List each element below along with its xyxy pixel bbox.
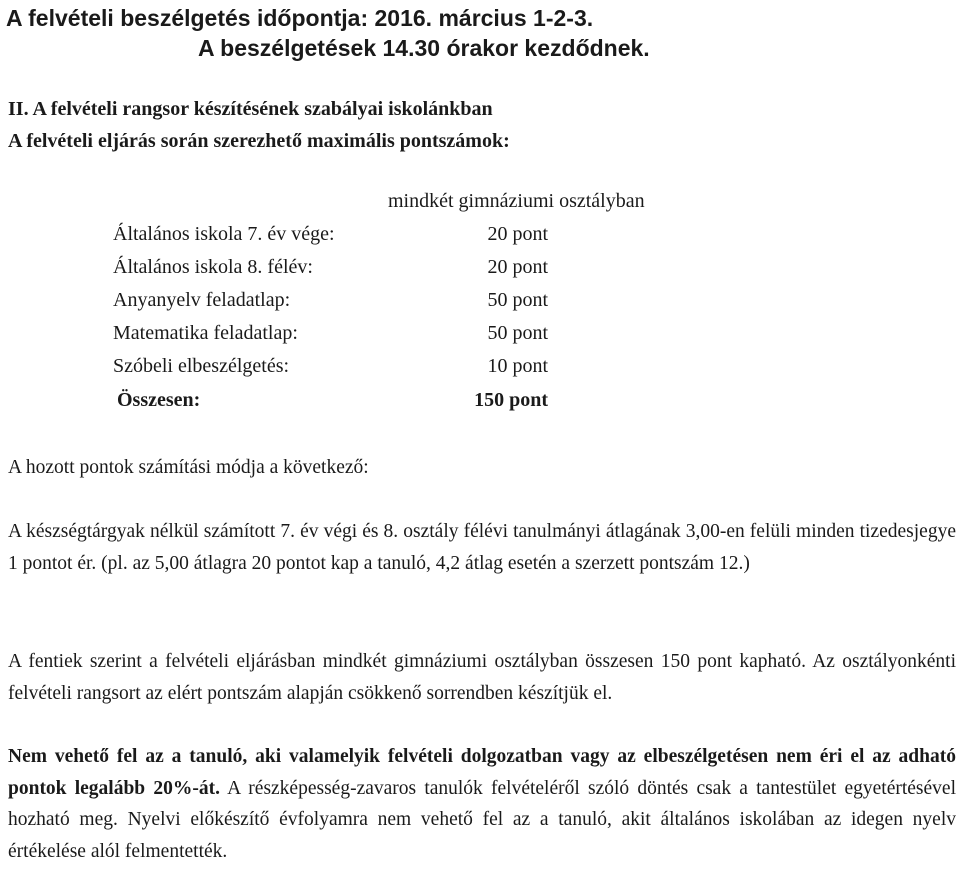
points-row [0, 287, 960, 320]
points-row-value: 20 pont [487, 256, 548, 278]
points-row-value: 10 pont [487, 355, 548, 377]
interview-date-heading: A felvételi beszélgetés időpontja: 2016. március 1-2-3. [6, 5, 594, 31]
points-total-row [0, 387, 960, 420]
points-row [0, 254, 960, 287]
points-row [0, 221, 960, 254]
calculation-intro: A hozott pontok számítási módja a következő: [8, 457, 369, 478]
points-total-value: 150 pont [474, 389, 548, 411]
points-row [0, 320, 960, 353]
points-row-label: Általános iskola 7. év vége: [113, 223, 335, 245]
points-row-value: 20 pont [487, 223, 548, 245]
points-row-label: Általános iskola 8. félév: [113, 256, 313, 278]
points-row-label: Anyanyelv feladatlap: [113, 289, 291, 311]
points-total-label: Összesen: [117, 389, 201, 411]
section-title: II. A felvételi rangsor készítésének szabályai iskolánkban [8, 98, 493, 120]
points-row-value: 50 pont [487, 322, 548, 344]
calculation-paragraph: A készségtárgyak nélkül számított 7. év végi és 8. osztály félévi tanulmányi átlagának 3,00-en felüli minden tizedesjegye 1 pontot ér. (pl. az 5,00 átlagra 20 pontot kap a tanuló, 4,2 átlag esetén a szerzett pontszám 12.) [8, 521, 956, 574]
points-row-value: 50 pont [487, 289, 548, 311]
summary-paragraph: A fentiek szerint a felvételi eljárásban mindkét gimnáziumi osztályban összesen 150 pont kapható. Az osztályonkénti felvételi rangsort az elért pontszám alapján csökkenő sorrendben készítjük el. [8, 651, 956, 704]
admission-rule-paragraph [8, 741, 956, 867]
admission-rule-bold: Nem vehető fel az a tanuló, aki valamelyik felvételi dolgozatban vagy az elbeszélgetésen nem éri el az adható pontok legalább 20%-át. [8, 746, 956, 799]
points-row-label: Matematika feladatlap: [113, 322, 298, 344]
interview-time-heading: A beszélgetések 14.30 órakor kezdődnek. [198, 35, 650, 61]
points-row [0, 353, 960, 386]
section-subtitle: A felvételi eljárás során szerezhető maximális pontszámok: [8, 130, 510, 152]
points-column-header: mindkét gimnáziumi osztályban [388, 190, 645, 212]
admission-rule-text: A részképesség-zavaros tanulók felvételéről szóló döntés csak a tantestület egyetértésével hozható meg. Nyelvi előkészítő évfolyamra nem vehető fel az a tanuló, akit általános iskolában az idegen nyelv értékelése alól felmentették. [8, 777, 956, 862]
points-row-label: Szóbeli elbeszélgetés: [113, 355, 290, 377]
